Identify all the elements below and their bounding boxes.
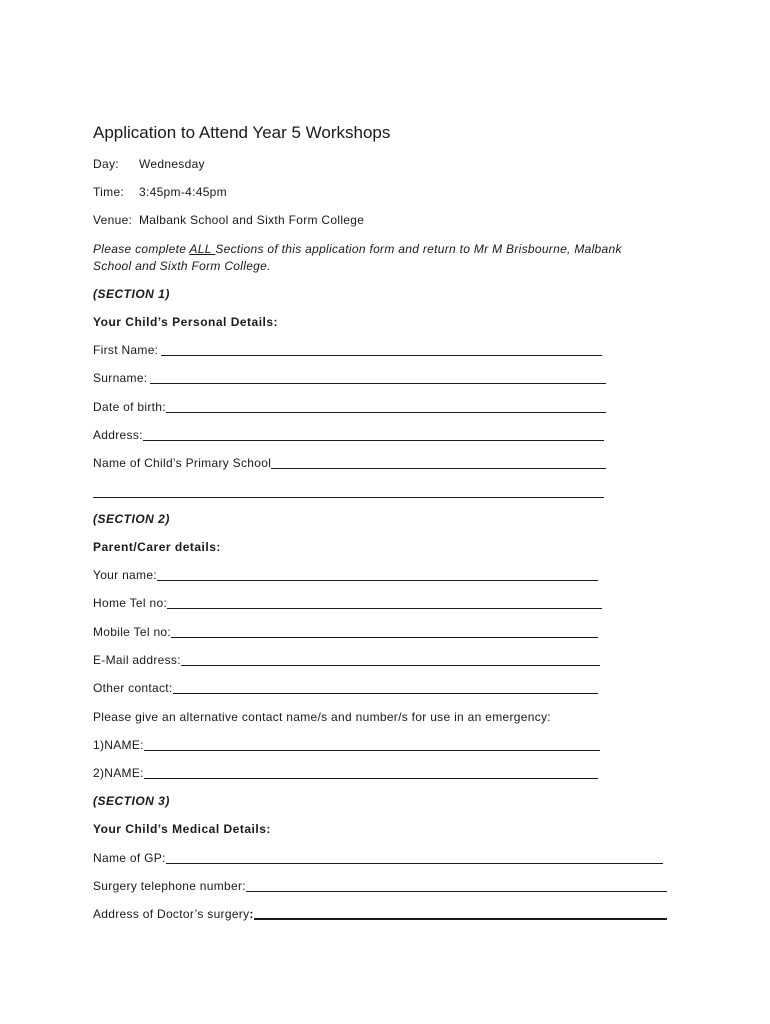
primary-school-continuation-field [93, 484, 604, 498]
other-contact-blank [173, 680, 598, 694]
surname-field [93, 370, 606, 386]
home-tel-label: Home Tel no: [93, 596, 168, 610]
home-tel-field [93, 595, 602, 611]
date-of-birth-field [93, 399, 606, 415]
venue-label: Venue: [93, 213, 133, 227]
other-contact-label: Other contact: [93, 681, 173, 695]
time-label: Time: [93, 185, 125, 199]
primary-school-continuation-blank [93, 484, 604, 498]
day-value: Wednesday [139, 157, 205, 171]
instructions-line-2: School and Sixth Form College. [93, 259, 271, 273]
mobile-tel-blank [171, 624, 598, 638]
section-1-heading: (SECTION 1) [93, 287, 170, 301]
surgery-telephone-label: Surgery telephone number: [93, 879, 246, 893]
parent-carer-details-heading: Parent/Carer details: [93, 540, 221, 554]
emergency-contact-note: Please give an alternative contact name/s and number/s for use in an emergency: [93, 710, 551, 724]
doctor-address-label [93, 906, 254, 922]
doctor-address-label-text: Address of Doctor’s surgery [93, 907, 250, 921]
first-name-field [93, 342, 602, 358]
first-name-label: First Name: [93, 343, 159, 357]
other-contact-field [93, 680, 598, 696]
date-of-birth-blank [166, 399, 606, 413]
home-tel-blank [167, 595, 602, 609]
address-blank [143, 427, 604, 441]
email-blank [181, 652, 600, 666]
surname-blank [150, 370, 606, 384]
instructions-line-1 [93, 241, 622, 257]
your-name-field [93, 567, 598, 583]
document-title: Application to Attend Year 5 Workshops [93, 123, 391, 142]
instructions-lead: Please complete [93, 242, 187, 256]
emergency-name-2-blank [144, 765, 598, 779]
email-label: E-Mail address: [93, 653, 181, 667]
instructions-emphasis: ALL [189, 242, 212, 256]
venue-value: Malbank School and Sixth Form College [139, 213, 365, 227]
your-name-blank [157, 567, 598, 581]
date-of-birth-label: Date of birth: [93, 400, 166, 414]
section-2-heading: (SECTION 2) [93, 512, 170, 526]
first-name-blank [161, 342, 602, 356]
venue-line [93, 212, 364, 228]
time-value: 3:45pm-4:45pm [139, 185, 227, 199]
mobile-tel-label: Mobile Tel no: [93, 625, 172, 639]
section-3-heading: (SECTION 3) [93, 794, 170, 808]
emergency-name-1-blank [144, 737, 600, 751]
time-line [93, 184, 227, 200]
mobile-tel-field [93, 624, 598, 640]
doctor-address-field [93, 906, 667, 922]
emergency-name-2-label: 2)NAME: [93, 766, 144, 780]
surgery-telephone-blank [246, 878, 667, 892]
primary-school-field [93, 455, 606, 471]
primary-school-label: Name of Child’s Primary School [93, 456, 272, 470]
day-line [93, 156, 205, 172]
your-name-label: Your name: [93, 568, 157, 582]
emergency-name-1-label: 1)NAME: [93, 738, 144, 752]
emergency-name-2-field [93, 765, 598, 781]
doctor-address-blank [254, 906, 667, 920]
day-label: Day: [93, 157, 119, 171]
email-field [93, 652, 600, 668]
address-field [93, 427, 604, 443]
instructions-rest: Sections of this application form and return to Mr M Brisbourne, Malbank [215, 242, 622, 256]
emergency-name-1-field [93, 737, 600, 753]
address-label: Address: [93, 428, 143, 442]
surname-label: Surname: [93, 371, 148, 385]
gp-name-field [93, 850, 663, 866]
child-personal-details-heading: Your Child’s Personal Details: [93, 315, 279, 329]
primary-school-blank [271, 455, 606, 469]
surgery-telephone-field [93, 878, 667, 894]
doctor-address-label-colon: : [249, 907, 254, 921]
gp-name-label: Name of GP: [93, 851, 166, 865]
child-medical-details-heading: Your Child’s Medical Details: [93, 822, 271, 836]
gp-name-blank [166, 850, 663, 864]
